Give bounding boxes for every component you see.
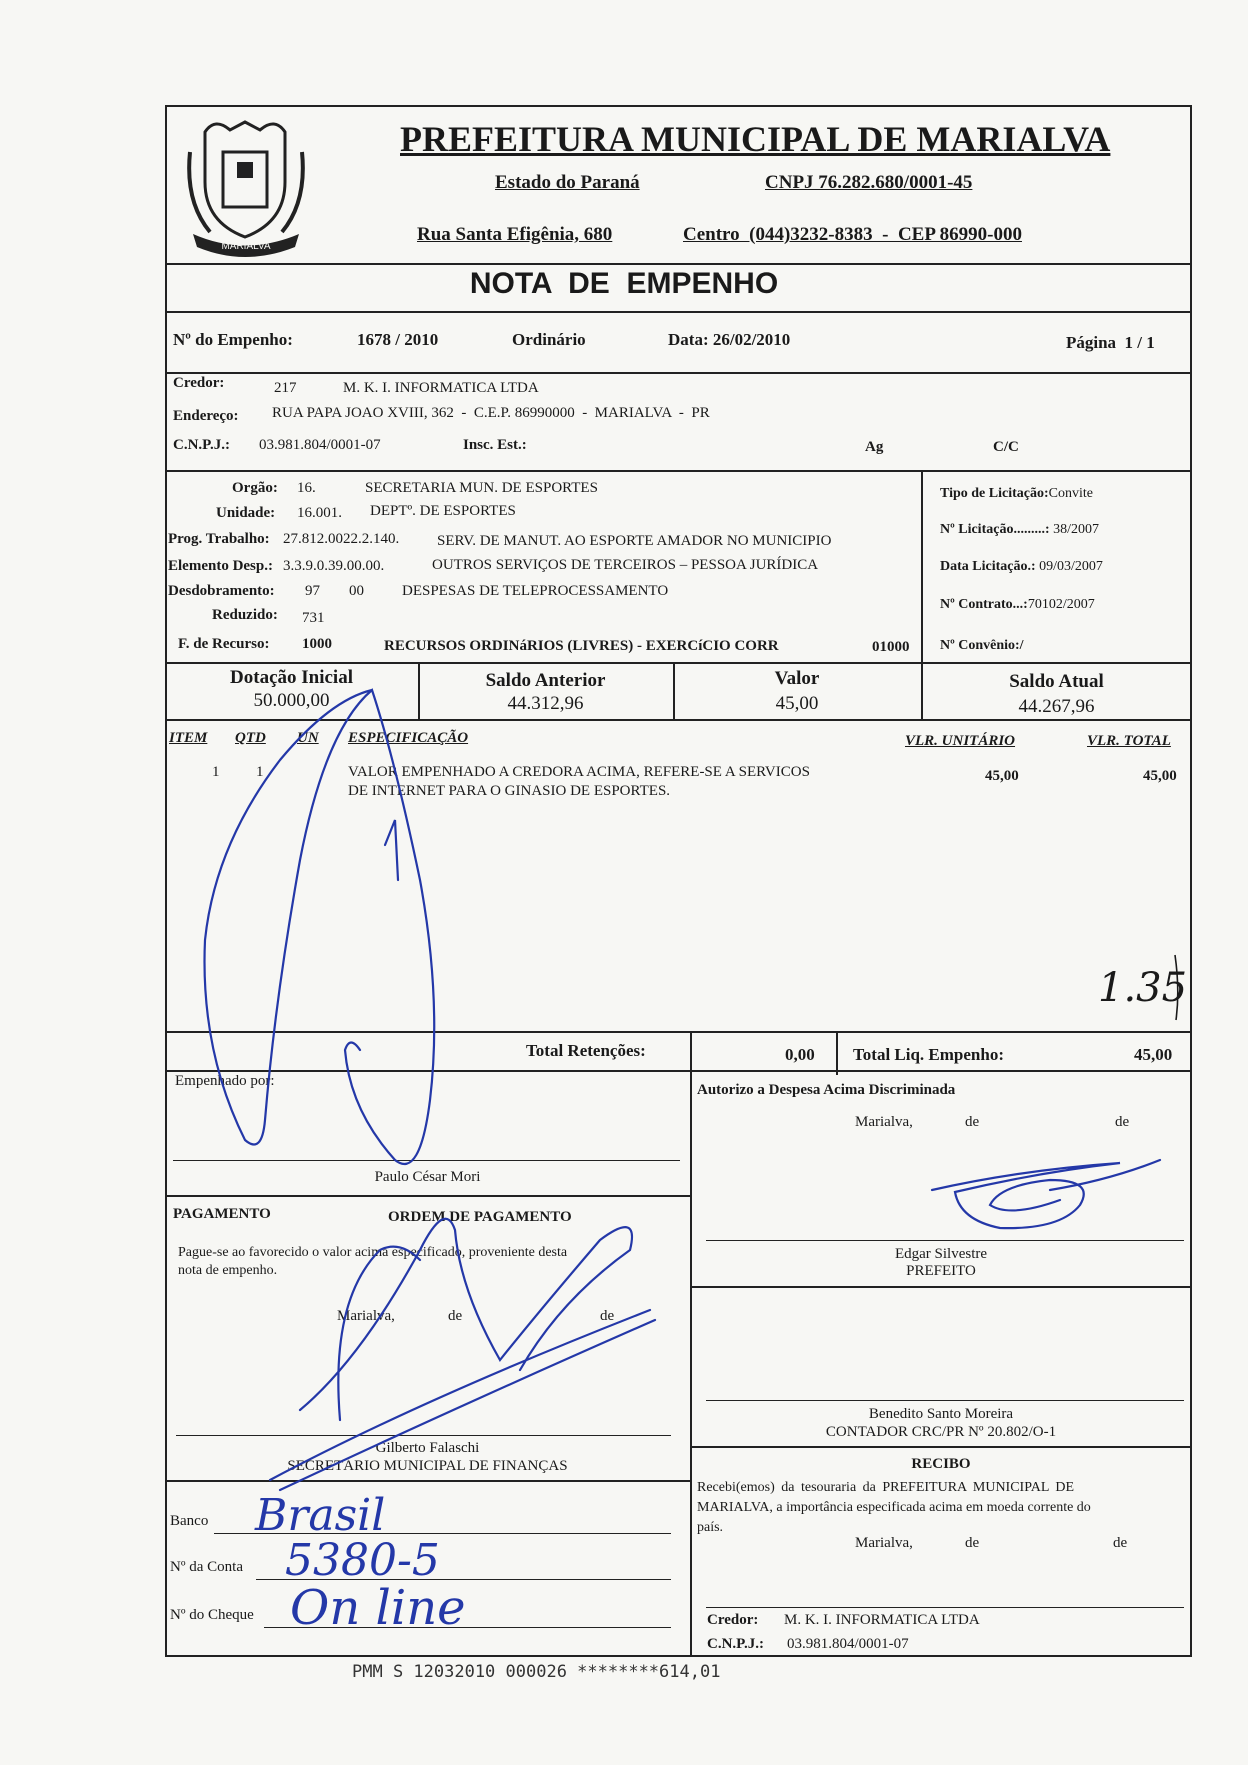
row-vlr-unitario: 45,00 — [985, 768, 1019, 784]
page-number: Página 1 / 1 — [1066, 333, 1155, 352]
recibo-cnpj-label: C.N.P.J.: — [707, 1636, 764, 1652]
recibo-text-line2: MARIALVA, a importância especificada acima em moeda corrente do — [697, 1500, 1091, 1515]
empenho-number-label: Nº do Empenho: — [173, 330, 293, 349]
orgao-code: 16. — [297, 480, 316, 496]
col-especificacao: ESPECIFICAÇÃO — [348, 730, 469, 746]
total-liq-label: Total Liq. Empenho: — [853, 1045, 1004, 1064]
header-address: Centro (044)3232-8383 - CEP 86990-000 — [683, 224, 1022, 245]
banco-value: Brasil — [255, 1490, 386, 1541]
valor-label: Valor — [774, 668, 820, 689]
col-item: ITEM — [169, 730, 208, 746]
pagamento-de1: de — [448, 1308, 463, 1324]
credor-cnpj: 03.981.804/0001-07 — [259, 437, 381, 453]
num-licitacao-label: Nº Licitação.........: — [940, 522, 1050, 537]
row-spec-line2: DE INTERNET PARA O GINASIO DE ESPORTES. — [348, 783, 671, 799]
cheque-value: On line — [290, 1580, 466, 1636]
fonte-recurso-code: 1000 — [302, 636, 332, 652]
total-retencoes-label: Total Retenções: — [526, 1041, 646, 1060]
prefeito-role: PREFEITO — [906, 1263, 976, 1279]
cheque-label: Nº do Cheque — [170, 1607, 254, 1623]
conta-value: 5380-5 — [285, 1535, 440, 1586]
fonte-recurso-label: F. de Recurso: — [178, 636, 270, 652]
unidade-label: Unidade: — [216, 505, 276, 521]
pagamento-text-line2: nota de empenho. — [178, 1263, 278, 1278]
contrato-row — [940, 597, 1095, 613]
contador-role: CONTADOR CRC/PR Nº 20.802/O-1 — [825, 1424, 1057, 1440]
prefeito-name: Edgar Silvestre — [894, 1246, 988, 1262]
header-street: Rua Santa Efigênia, 680 — [417, 224, 613, 245]
elemento-desc: OUTROS SERVIÇOS DE TERCEIROS – PESSOA JURÍDICA — [432, 557, 819, 573]
desdobramento-sub: 00 — [349, 583, 364, 599]
elemento-code: 3.3.9.0.39.00.00. — [283, 558, 385, 574]
col-vlr-unitario: VLR. UNITÁRIO — [905, 733, 1016, 749]
unidade-code: 16.001. — [297, 505, 342, 521]
recibo-credor: M. K. I. INFORMATICA LTDA — [784, 1612, 980, 1628]
empenho-number: 1678 / 2010 — [357, 330, 439, 349]
data-licitacao: 09/03/2007 — [1039, 559, 1103, 574]
row-item: 1 — [212, 764, 220, 780]
saldo-anterior: 44.312,96 — [507, 693, 584, 714]
state-name: Estado do Paraná — [495, 172, 640, 193]
col-vlr-total: VLR. TOTAL — [1087, 733, 1171, 749]
recibo-cnpj: 03.981.804/0001-07 — [787, 1636, 909, 1652]
pagamento-place: Marialva, — [337, 1308, 395, 1324]
orgao-label: Orgão: — [232, 480, 278, 496]
credor-label: Credor: — [173, 375, 225, 391]
num-licitacao-row — [940, 522, 1099, 538]
recibo-title: RECIBO — [911, 1456, 971, 1472]
data-licitacao-label: Data Licitação.: — [940, 559, 1036, 574]
desdobramento-code: 97 — [305, 583, 320, 599]
fonte-recurso-desc: RECURSOS ORDINáRIOS (LIVRES) - EXERCíCIO CORR — [384, 638, 779, 654]
convenio-label: Nº Convênio:/ — [940, 638, 1024, 653]
prog-trabalho-desc: SERV. DE MANUT. AO ESPORTE AMADOR NO MUNICIPIO — [437, 533, 832, 549]
pagamento-de2: de — [600, 1308, 615, 1324]
unidade-desc: DEPTº. DE ESPORTES — [370, 503, 516, 519]
recibo-place: Marialva, — [855, 1535, 913, 1551]
agency-label: Ag — [865, 439, 884, 455]
handwritten-note: 1.35 — [1098, 965, 1188, 1011]
saldo-atual-label: Saldo Atual — [1009, 671, 1104, 692]
recibo-text-line3: país. — [697, 1520, 724, 1535]
desdobramento-label: Desdobramento: — [168, 583, 275, 599]
saldo-atual: 44.267,96 — [1018, 696, 1095, 717]
fonte-recurso-code2: 01000 — [872, 639, 910, 655]
credor-address: RUA PAPA JOAO XVIII, 362 - C.E.P. 86990000 - MARIALVA - PR — [272, 405, 710, 421]
crest-banner-text: MARIALVA — [221, 241, 271, 252]
financas-signer: Gilberto Falaschi — [375, 1440, 480, 1456]
municipal-crest-icon — [185, 112, 307, 262]
contrato-label: Nº Contrato...: — [940, 597, 1028, 612]
autorizo-title: Autorizo a Despesa Acima Discriminada — [697, 1082, 956, 1098]
insc-est-label: Insc. Est.: — [463, 437, 527, 453]
recibo-de1: de — [965, 1535, 980, 1551]
reduzido-code: 731 — [302, 610, 325, 626]
desdobramento-desc: DESPESAS DE TELEPROCESSAMENTO — [402, 583, 669, 599]
empenho-type: Ordinário — [512, 330, 586, 349]
credor-code: 217 — [274, 380, 297, 396]
header-cnpj: CNPJ 76.282.680/0001-45 — [765, 172, 973, 193]
autorizo-place: Marialva, — [855, 1114, 913, 1130]
orgao-desc: SECRETARIA MUN. DE ESPORTES — [365, 480, 598, 496]
contador-name: Benedito Santo Moreira — [868, 1406, 1014, 1422]
col-qtd: QTD — [235, 730, 266, 746]
pagamento-text-line1: Pague-se ao favorecido o valor acima especificado, proveniente desta — [178, 1245, 568, 1260]
recibo-credor-label: Credor: — [707, 1612, 759, 1628]
banco-label: Banco — [170, 1513, 209, 1529]
dotacao-inicial-label: Dotação Inicial — [230, 667, 353, 688]
financas-role: SECRETÁRIO MUNICIPAL DE FINANÇAS — [287, 1458, 568, 1474]
recibo-text-line1: Recebi(emos) da tesouraria da PREFEITURA MUNICIPAL DE — [697, 1480, 1075, 1495]
dotacao-inicial: 50.000,00 — [253, 690, 330, 711]
conta-label: Nº da Conta — [170, 1559, 243, 1575]
prog-trabalho-label: Prog. Trabalho: — [168, 531, 270, 547]
elemento-label: Elemento Desp.: — [168, 558, 273, 574]
valor: 45,00 — [775, 693, 819, 714]
document-title: NOTA DE EMPENHO — [469, 267, 779, 300]
saldo-anterior-label: Saldo Anterior — [485, 670, 606, 691]
autorizo-de2: de — [1115, 1114, 1130, 1130]
endereco-label: Endereço: — [173, 408, 239, 424]
autorizo-de1: de — [965, 1114, 980, 1130]
reduzido-label: Reduzido: — [212, 607, 278, 623]
credor-name: M. K. I. INFORMATICA LTDA — [343, 380, 539, 396]
data-licitacao-row — [940, 559, 1103, 575]
tipo-licitacao-label — [940, 486, 1093, 502]
cnpj-label: C.N.P.J.: — [173, 437, 230, 453]
row-qtd: 1 — [256, 764, 264, 780]
pagamento-label: PAGAMENTO — [173, 1206, 271, 1222]
account-label: C/C — [993, 439, 1019, 455]
tipo-licitacao-label-text: Tipo de Licitação: — [940, 486, 1049, 501]
total-liq: 45,00 — [1134, 1045, 1173, 1064]
ordem-pagamento-label: ORDEM DE PAGAMENTO — [388, 1209, 572, 1225]
contrato: 70102/2007 — [1027, 597, 1095, 612]
prog-trabalho-code: 27.812.0022.2.140. — [283, 531, 400, 547]
empenhado-por-label: Empenhado por: — [175, 1073, 275, 1089]
empenho-date: Data: 26/02/2010 — [668, 330, 791, 349]
row-vlr-total: 45,00 — [1143, 768, 1177, 784]
empenhado-signer: Paulo César Mori — [374, 1169, 481, 1185]
row-spec-line1: VALOR EMPENHADO A CREDORA ACIMA, REFERE-SE A SERVICOS — [348, 764, 810, 780]
col-un: UN — [297, 730, 319, 746]
recibo-de2: de — [1113, 1535, 1128, 1551]
tipo-licitacao: Convite — [1048, 486, 1093, 501]
total-retencoes: 0,00 — [785, 1045, 815, 1064]
num-licitacao: 38/2007 — [1053, 522, 1099, 537]
page-title: PREFEITURA MUNICIPAL DE MARIALVA — [400, 119, 1111, 159]
payment-stamp: PMM S 12032010 000026 ********614,01 — [352, 1662, 721, 1682]
